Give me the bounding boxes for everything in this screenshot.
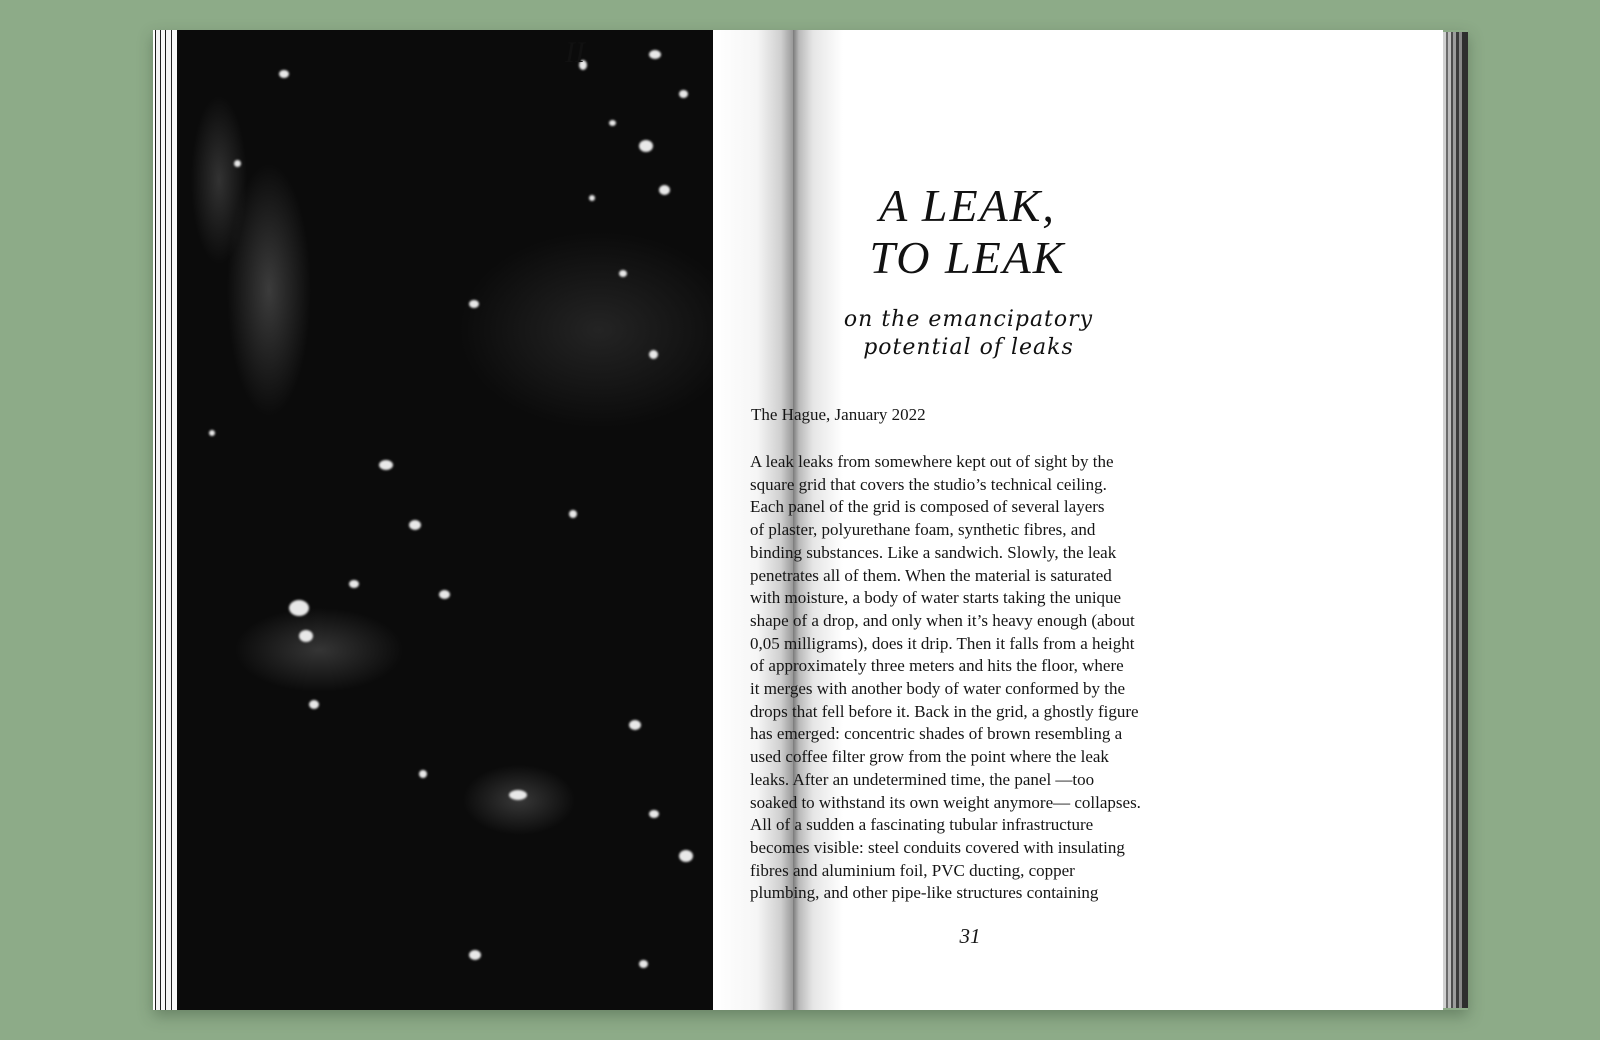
chapter-subtitle [820,306,1117,362]
title-line: TO LEAK [869,232,1066,283]
body-line: plumbing, and other pipe-like structures containing [750,883,1099,903]
body-line: square grid that covers the studio’s technical ceiling. [750,474,1107,494]
body-line: shape of a drop, and only when it’s heavy enough (about [750,610,1135,630]
chapter-number: II [565,36,585,69]
left-page [153,30,793,1010]
body-line: drops that fell before it. Back in the grid, a ghostly figure [750,701,1139,721]
body-line: used coffee filter grow from the point where the leak [750,747,1109,767]
body-line: All of a sudden a fascinating tubular infrastructure [750,815,1094,835]
chapter-title [770,180,1165,284]
body-line: with moisture, a body of water starts taking the unique [750,588,1122,608]
dateline: The Hague, January 2022 [751,405,926,424]
page-edges-right [1443,32,1468,1008]
body-line: of approximately three meters and hits the floor, where [750,656,1124,676]
body-paragraph [750,451,1190,905]
subtitle-line: potential of leaks [863,335,1074,360]
body-line: becomes visible: steel conduits covered with insulating [750,837,1125,857]
subtitle-line: on the emancipatory [843,307,1094,332]
body-line: 0,05 milligrams), does it drip. Then it falls from a height [750,633,1135,653]
body-line: of plaster, polyurethane foam, synthetic fibres, and [750,520,1096,540]
body-line: A leak leaks from somewhere kept out of sight by the [750,452,1114,471]
black-white-photograph [179,30,713,1010]
body-line: fibres and aluminium foil, PVC ducting, copper [750,860,1075,880]
body-line: leaks. After an undetermined time, the panel —too [750,769,1095,789]
page-edges-left [153,30,179,1010]
body-line: Each panel of the grid is composed of several layers [750,497,1105,517]
body-line: binding substances. Like a sandwich. Slowly, the leak [750,542,1117,562]
title-line: A LEAK, [879,180,1056,231]
page-number: 31 [959,924,981,948]
body-line: has emerged: concentric shades of brown resembling a [750,724,1123,744]
body-line: it merges with another body of water conformed by the [750,679,1125,699]
body-line: penetrates all of them. When the material is saturated [750,565,1112,585]
body-line: soaked to withstand its own weight anymore— collapses. [750,792,1141,812]
